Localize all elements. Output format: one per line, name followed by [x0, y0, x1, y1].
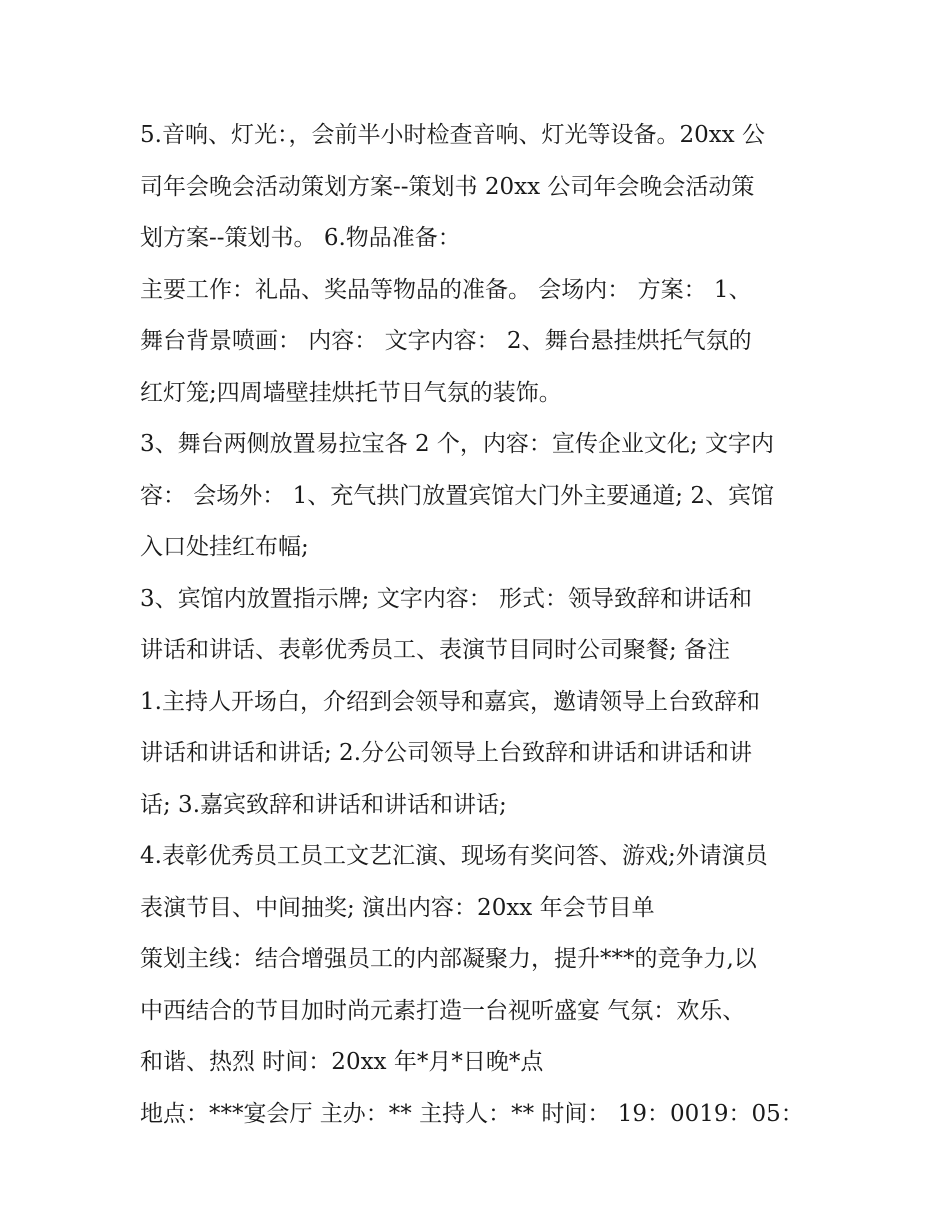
text-line: 3、舞台两侧放置易拉宝各 2 个，内容：宣传企业文化; 文字内 — [140, 431, 774, 457]
text-line: 中西结合的节目加时尚元素打造一台视听盛宴 气氛：欢乐、 — [140, 997, 746, 1024]
text-line: 策划主线：结合增强员工的内部凝聚力，提升***的竞争力,以 — [140, 946, 757, 972]
text-line: 5.音响、灯光：，会前半小时检查音响、灯光等设备。20xx 公 — [140, 122, 765, 148]
text-line: 表演节目、中间抽奖; 演出内容：20xx 年会节目单 — [140, 894, 655, 921]
text-line: 3、宾馆内放置指示牌; 文字内容： 形式：领导致辞和讲话和 — [140, 585, 753, 612]
text-line: 入口处挂红布幅; — [140, 534, 309, 560]
document-body — [140, 110, 820, 1140]
text-line: 讲话和讲话、表彰优秀员工、表演节目同时公司聚餐; 备注 — [140, 637, 731, 663]
text-line: 主要工作：礼品、奖品等物品的准备。 会场内： 方案： 1、 — [140, 276, 752, 303]
text-line: 和谐、热烈 时间：20xx 年*月*日晚*点 — [140, 1049, 544, 1075]
text-line: 舞台背景喷画： 内容： 文字内容： 2、舞台悬挂烘托气氛的 — [140, 328, 752, 354]
text-line: 容： 会场外： 1、充气拱门放置宾馆大门外主要通道; 2、宾馆 — [140, 482, 774, 509]
text-line: 划方案--策划书。 6.物品准备： — [140, 225, 461, 251]
text-line: 司年会晚会活动策划方案--策划书 20xx 公司年会晚会活动策 — [140, 173, 755, 200]
text-line: 1.主持人开场白，介绍到会领导和嘉宾，邀请领导上台致辞和 — [140, 688, 760, 715]
text-line: 讲话和讲话和讲话; 2.分公司领导上台致辞和讲话和讲话和讲 — [140, 740, 753, 766]
text-line: 4.表彰优秀员工员工文艺汇演、现场有奖问答、游戏;外请演员 — [140, 843, 768, 869]
text-line: 地点：***宴会厅 主办：** 主持人：** 时间： 19：0019：05： — [140, 1100, 804, 1127]
text-line: 话; 3.嘉宾致辞和讲话和讲话和讲话; — [140, 791, 507, 818]
text-line: 红灯笼;四周墙壁挂烘托节日气氛的装饰。 — [140, 379, 562, 406]
